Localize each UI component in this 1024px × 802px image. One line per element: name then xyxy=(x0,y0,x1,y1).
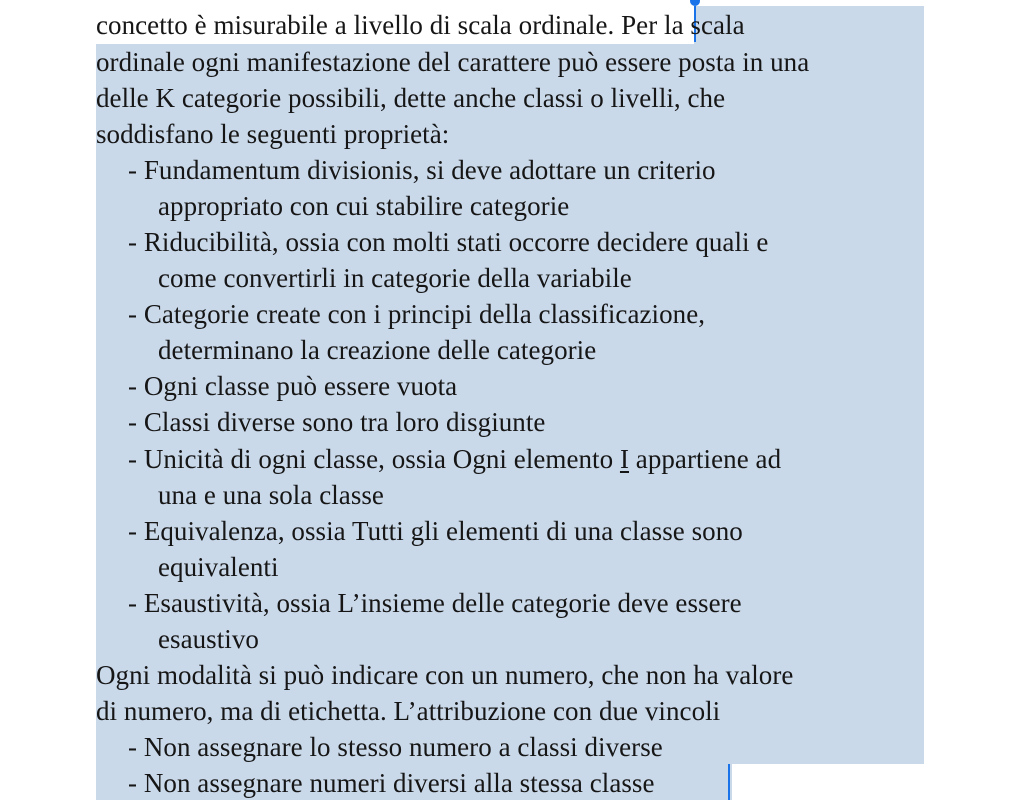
selection-end-cursor[interactable] xyxy=(728,764,730,800)
text-selected: Per la scala xyxy=(621,10,745,40)
text-line: soddisfano le seguenti proprietà: xyxy=(96,119,450,149)
list-item: - Ogni classe può essere vuota xyxy=(128,371,458,401)
list-item: - Non assegnare lo stesso numero a classi diverse xyxy=(128,732,663,762)
list-item: - Equivalenza, ossia Tutti gli elementi di una classe sono xyxy=(128,516,743,546)
list-item: - Non assegnare numeri diversi alla stessa classe xyxy=(128,768,655,798)
text-line xyxy=(96,7,745,43)
text-unselected: concetto è misurabile a livello di scala ordinale. xyxy=(96,10,622,40)
list-item: - Riducibilità, ossia con molti stati occorre decidere quali e xyxy=(128,227,769,257)
text-line: di numero, ma di etichetta. L’attribuzione con due vincoli xyxy=(96,696,721,726)
list-item-text: - Unicità di ogni classe, ossia Ogni elemento xyxy=(128,444,620,474)
list-item-continuation: determinano la creazione delle categorie xyxy=(158,335,597,365)
list-item xyxy=(128,441,781,477)
list-item-continuation: come convertirli in categorie della variabile xyxy=(158,263,632,293)
underlined-letter: I xyxy=(619,444,629,474)
list-item: - Esaustività, ossia L’insieme delle categorie deve essere xyxy=(128,588,742,618)
list-item-continuation: esaustivo xyxy=(158,624,259,654)
text-line: Ogni modalità si può indicare con un numero, che non ha valore xyxy=(96,660,794,690)
list-item: - Fundamentum divisionis, si deve adottare un criterio xyxy=(128,155,716,185)
list-item: - Categorie create con i principi della classificazione, xyxy=(128,299,706,329)
list-item-text: appartiene ad xyxy=(629,444,782,474)
list-item-continuation: una e una sola classe xyxy=(158,480,384,510)
text-line: delle K categorie possibili, dette anche classi o livelli, che xyxy=(96,83,726,113)
list-item: - Classi diverse sono tra loro disgiunte xyxy=(128,407,546,437)
list-item-continuation: equivalenti xyxy=(158,552,279,582)
text-line: ordinale ogni manifestazione del carattere può essere posta in una xyxy=(96,47,810,77)
list-item-continuation: appropriato con cui stabilire categorie xyxy=(158,191,570,221)
